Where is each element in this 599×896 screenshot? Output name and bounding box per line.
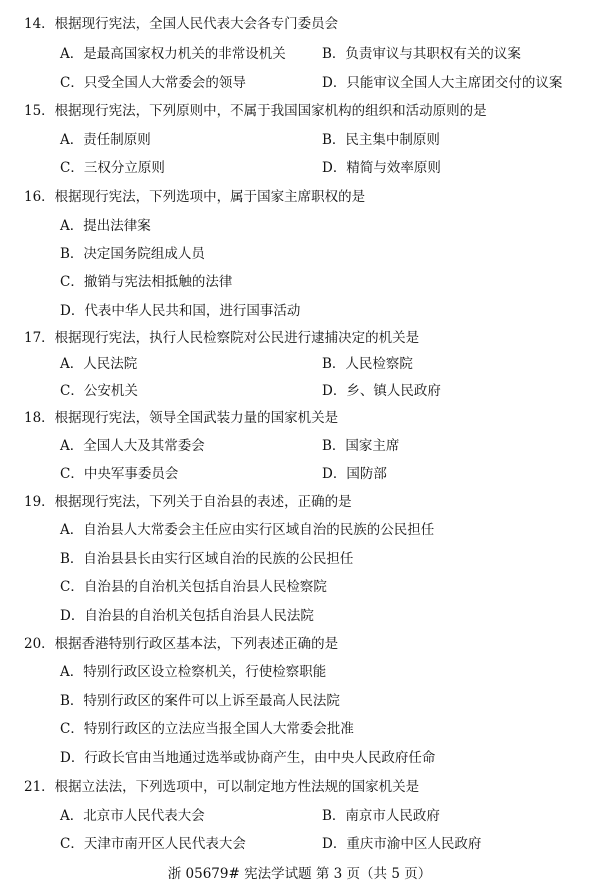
question-20-stem: 20．根据香港特别行政区基本法，下列表述正确的是: [24, 636, 339, 652]
question-17-option-d: D．乡、镇人民政府: [322, 383, 441, 399]
question-16-option-d: D．代表中华人民共和国，进行国事活动: [60, 303, 301, 319]
question-14-option-c: C．只受全国人大常委会的领导: [60, 75, 246, 91]
question-21-option-d: D．重庆市渝中区人民政府: [322, 836, 482, 852]
question-14-option-d: D．只能审议全国人大主席团交付的议案: [322, 75, 563, 91]
question-18-option-c: C．中央军事委员会: [60, 466, 179, 482]
question-19-option-a: A．自治县人大常委会主任应由实行区域自治的民族的公民担任: [60, 522, 435, 538]
question-18-option-b: B．国家主席: [322, 438, 400, 454]
question-20-option-d: D．行政长官由当地通过选举或协商产生，由中央人民政府任命: [60, 750, 436, 766]
question-18-option-a: A．全国人大及其常委会: [60, 438, 205, 454]
question-15-option-b: B．民主集中制原则: [322, 132, 440, 148]
question-15-option-a: A．责任制原则: [60, 132, 151, 148]
question-20-option-a: A．特别行政区设立检察机关，行使检察职能: [60, 664, 327, 680]
question-19-option-c: C．自治县的自治机关包括自治县人民检察院: [60, 579, 327, 595]
question-21-option-a: A．北京市人民代表大会: [60, 808, 205, 824]
question-15-option-d: D．精简与效率原则: [322, 160, 441, 176]
question-14-stem: 14．根据现行宪法，全国人民代表大会各专门委员会: [24, 16, 339, 32]
page-footer: 浙 05679# 宪法学试题 第 3 页（共 5 页）: [167, 866, 432, 882]
question-14-option-a: A．是最高国家权力机关的非常设机关: [60, 46, 286, 62]
question-17-option-a: A．人民法院: [60, 356, 138, 372]
question-14-option-b: B．负责审议与其职权有关的议案: [322, 46, 521, 62]
question-15-stem: 15．根据现行宪法，下列原则中，不属于我国国家机构的组织和活动原则的是: [24, 103, 487, 119]
question-18-option-d: D．国防部: [322, 466, 387, 482]
question-20-option-b: B．特别行政区的案件可以上诉至最高人民法院: [60, 693, 340, 709]
question-16-stem: 16．根据现行宪法，下列选项中，属于国家主席职权的是: [24, 189, 366, 205]
question-19-option-b: B．自治县县长由实行区域自治的民族的公民担任: [60, 551, 354, 567]
question-20-option-c: C．特别行政区的立法应当报全国人大常委会批准: [60, 721, 354, 737]
question-17-option-c: C．公安机关: [60, 383, 138, 399]
question-21-option-c: C．天津市南开区人民代表大会: [60, 836, 246, 852]
question-19-option-d: D．自治县的自治机关包括自治县人民法院: [60, 608, 314, 624]
question-16-option-a: A．提出法律案: [60, 218, 151, 234]
question-17-option-b: B．人民检察院: [322, 356, 413, 372]
question-16-option-c: C．撤销与宪法相抵触的法律: [60, 274, 233, 290]
question-16-option-b: B．决定国务院组成人员: [60, 246, 205, 262]
question-17-stem: 17．根据现行宪法，执行人民检察院对公民进行逮捕决定的机关是: [24, 330, 420, 346]
question-21-option-b: B．南京市人民政府: [322, 808, 440, 824]
question-15-option-c: C．三权分立原则: [60, 160, 165, 176]
question-18-stem: 18．根据现行宪法，领导全国武装力量的国家机关是: [24, 410, 339, 426]
question-19-stem: 19．根据现行宪法，下列关于自治县的表述，正确的是: [24, 494, 352, 510]
question-21-stem: 21．根据立法法，下列选项中，可以制定地方性法规的国家机关是: [24, 779, 420, 795]
